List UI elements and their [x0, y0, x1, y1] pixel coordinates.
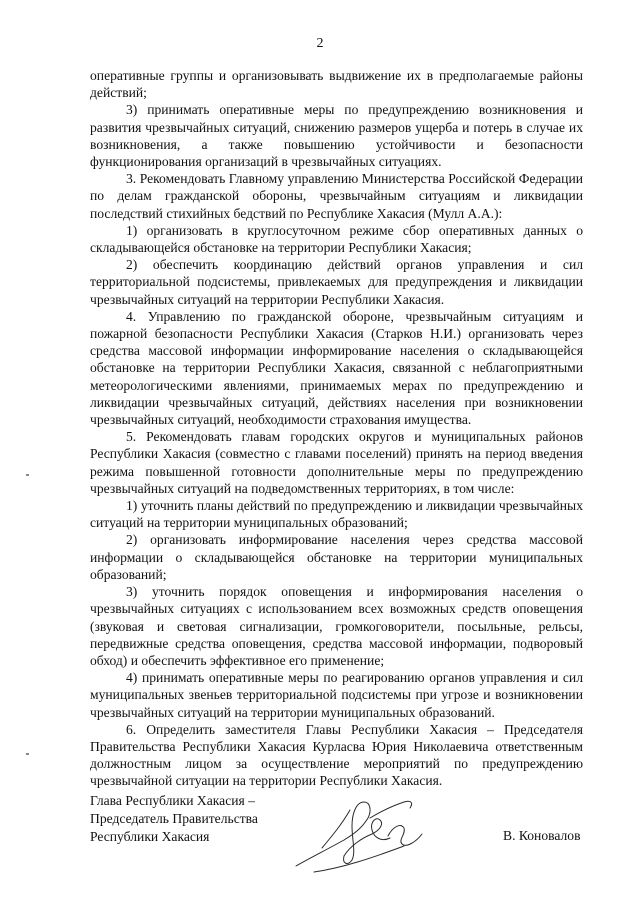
signatory-title-line: Глава Республики Хакасия – — [90, 793, 255, 808]
scan-margin-mark — [26, 474, 29, 476]
paragraph: оперативные группы и организовывать выдвижение их в предполагаемые районы действий; — [90, 68, 583, 101]
paragraph: 2) обеспечить координацию действий органов управления и сил территориальной подсистемы, привлекаемых для предупреждения и ликвидации чрезвычайных ситуаций на территории Республики Хакасия. — [90, 257, 583, 307]
paragraph: 2) организовать информирование населения через средства массовой информации о складывающейся обстановке на территории муниципальных образований; — [90, 532, 583, 582]
paragraph: 3. Рекомендовать Главному управлению Министерства Российской Федерации по делам гражданской обороны, чрезвычайным ситуациям и ликвидации последствий стихийных бедствий по Республике Хакасия (Мулл А.А.): — [90, 171, 583, 221]
signatory-title — [90, 792, 258, 846]
paragraph: 6. Определить заместителя Главы Республики Хакасия – Председателя Правительства Республики Хакасия Курласва Юрия Николаевича ответственным должностным лицом за осуществление мероприятий по предупреждению чрезвычайной ситуации на территории Республики Хакасия. — [90, 721, 583, 789]
paragraph: 1) организовать в круглосуточном режиме сбор оперативных данных о складывающейся обстановке на территории Республики Хакасия; — [90, 222, 583, 256]
page-number: 2 — [316, 36, 324, 51]
document-body — [90, 67, 583, 790]
handwritten-signature — [292, 788, 432, 878]
paragraph: 3) принимать оперативные меры по предупреждению возникновения и развития чрезвычайных ситуаций, снижению размеров ущерба и потерь в случае их возникновения, а также повышению устойчивости и безопасности функционирования организаций в чрезвычайных ситуациях. — [90, 102, 583, 170]
paragraph: 4) принимать оперативные меры по реагированию органов управления и сил муниципальных звеньев территориальной подсистемы при угрозе и возникновении чрезвычайных ситуаций на территории муниципальных образований. — [90, 670, 583, 720]
signer-name: В. Коновалов — [503, 828, 581, 843]
paragraph: 3) уточнить порядок оповещения и информирования населения о чрезвычайных ситуациях с использованием всех возможных средств оповещения (звуковая и световая сигнализации, громкоговорители, посыльные, рельсы, передвижные средства оповещения, средства массовой информации, подворовый обход) и обеспечить эффективное его применение; — [90, 584, 583, 668]
signatory-title-line: Республики Хакасия — [90, 829, 210, 844]
scan-margin-mark — [26, 753, 29, 755]
paragraph: 1) уточнить планы действий по предупреждению и ликвидации чрезвычайных ситуаций на территории муниципальных образований; — [90, 498, 583, 531]
paragraph: 5. Рекомендовать главам городских округов и муниципальных районов Республики Хакасия (совместно с главами поселений) принять на период введения режима повышенной готовности дополнительные меры по предупреждению чрезвычайных ситуаций на подведомственных территориях, в том числе: — [90, 429, 583, 496]
signatory-title-line: Председатель Правительства — [90, 811, 258, 826]
paragraph: 4. Управлению по гражданской обороне, чрезвычайным ситуациям и пожарной безопасности Республики Хакасия (Старков Н.И.) организовать через средства массовой информации информирование населения о складывающейся обстановке на территории Республики Хакасия, связанной с неблагоприятными метеорологическими явлениями, принимаемых мерах по предупреждению и ликвидации чрезвычайных ситуаций, действиях населения при возникновении чрезвычайных ситуаций, необходимости страхования имущества. — [90, 308, 583, 428]
